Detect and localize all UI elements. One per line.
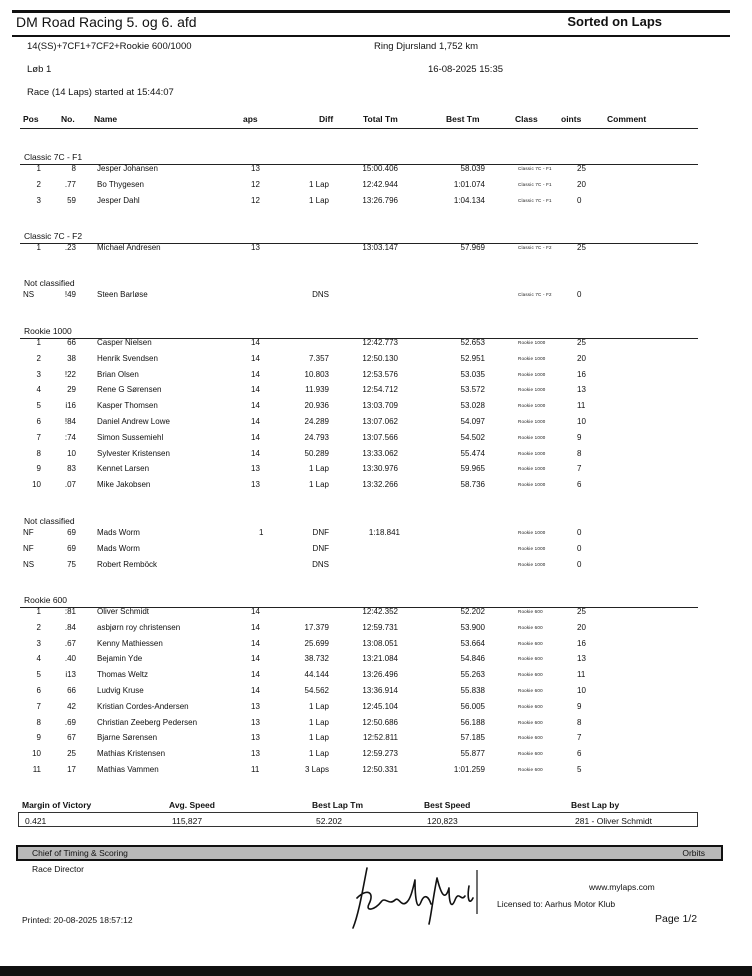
row-class: Rookie 600 bbox=[518, 719, 543, 725]
row-laps: 14 bbox=[251, 417, 260, 426]
margin-value: 0.421 bbox=[25, 816, 47, 826]
row-number: i16 bbox=[65, 401, 76, 411]
row-class: Classic 7C - F1 bbox=[518, 197, 552, 203]
row-number: 29 bbox=[67, 385, 76, 395]
row-points: 7 bbox=[577, 733, 582, 743]
row-best-time: 56.188 bbox=[460, 717, 485, 727]
row-rider-name: asbjørn roy christensen bbox=[97, 622, 181, 632]
row-total-time: 13:32.266 bbox=[362, 480, 398, 490]
row-number: .07 bbox=[64, 480, 76, 490]
row-rider-name: Mads Worm bbox=[97, 528, 140, 537]
row-diff: 24.793 bbox=[304, 432, 329, 442]
row-class: Rookie 600 bbox=[518, 767, 543, 772]
row-pos: 4 bbox=[36, 654, 41, 664]
row-total-time: 12:50.686 bbox=[362, 717, 398, 727]
race-classes: 14(SS)+7CF1+7CF2+Rookie 600/1000 bbox=[27, 41, 192, 52]
row-laps: 14 bbox=[251, 686, 260, 695]
sort-label: Sorted on Laps bbox=[567, 14, 662, 29]
row-best-time: 1:04.134 bbox=[453, 195, 485, 205]
row-pos: NS bbox=[23, 559, 35, 569]
row-diff: DNF bbox=[312, 543, 329, 553]
row-rider-name: Ludvig Kruse bbox=[97, 686, 144, 695]
row-class: Classic 7C - F2 bbox=[518, 245, 552, 250]
row-number: 69 bbox=[67, 528, 76, 537]
row-pos: 2 bbox=[36, 353, 41, 363]
row-pos: 9 bbox=[36, 464, 41, 474]
row-diff: 7.357 bbox=[308, 353, 329, 363]
bestby-label: Best Lap by bbox=[571, 800, 620, 810]
bestspeed-label: Best Speed bbox=[424, 800, 471, 810]
row-points: 10 bbox=[577, 417, 586, 426]
bestspeed-value: 120,823 bbox=[427, 816, 458, 826]
row-diff: 1 Lap bbox=[308, 733, 329, 743]
row-laps: 14 bbox=[251, 670, 260, 680]
row-pos: 1 bbox=[36, 164, 41, 173]
row-rider-name: Kristian Cordes-Andersen bbox=[97, 701, 189, 711]
row-rider-name: Bjarne Sørensen bbox=[97, 733, 158, 743]
row-best-time: 53.572 bbox=[460, 385, 485, 395]
row-class: Rookie 600 bbox=[518, 672, 543, 678]
row-pos: 6 bbox=[36, 417, 41, 426]
row-total-time: 13:21.084 bbox=[362, 654, 398, 664]
row-total-time: 12:50.130 bbox=[362, 353, 398, 363]
row-class: Rookie 600 bbox=[518, 624, 543, 630]
row-number: 38 bbox=[67, 353, 76, 363]
row-class: Rookie 1000 bbox=[518, 403, 546, 409]
row-best-time: 52.202 bbox=[460, 607, 485, 616]
row-best-time: 54.846 bbox=[460, 654, 485, 664]
row-rider-name: Jesper Johansen bbox=[97, 164, 158, 173]
row-best-time: 1:01.074 bbox=[453, 179, 485, 189]
row-diff: 38.732 bbox=[304, 654, 329, 664]
row-rider-name: Casper Nielsen bbox=[97, 338, 152, 347]
row-class: Rookie 1000 bbox=[518, 466, 546, 472]
row-class: Rookie 600 bbox=[518, 751, 543, 757]
row-best-time: 57.969 bbox=[460, 243, 485, 252]
row-class: Classic 7C - F2 bbox=[518, 292, 552, 297]
website: www.mylaps.com bbox=[589, 882, 655, 892]
row-points: 11 bbox=[577, 670, 586, 680]
row-total-time: 12:54.712 bbox=[362, 385, 398, 395]
row-laps: 13 bbox=[251, 701, 260, 711]
orbits-label: Orbits bbox=[682, 848, 705, 858]
row-laps: 14 bbox=[251, 385, 260, 395]
row-best-time: 55.838 bbox=[460, 686, 485, 695]
row-total-time: 12:42.352 bbox=[362, 607, 398, 616]
row-diff: 44.144 bbox=[304, 670, 329, 680]
row-best-time: 52.653 bbox=[460, 338, 485, 347]
row-number: .67 bbox=[64, 638, 76, 648]
row-points: 0 bbox=[577, 290, 582, 299]
row-points: 0 bbox=[577, 543, 582, 553]
row-pos: 5 bbox=[36, 401, 41, 411]
chief-label: Chief of Timing & Scoring bbox=[32, 848, 128, 858]
row-rider-name: Christian Zeeberg Pedersen bbox=[97, 717, 198, 727]
col-total: Total Tm bbox=[363, 114, 398, 124]
margin-label: Margin of Victory bbox=[22, 800, 92, 810]
row-best-time: 53.028 bbox=[460, 401, 485, 411]
row-pos: 5 bbox=[36, 670, 41, 680]
row-total-time: 13:30.976 bbox=[362, 464, 398, 474]
row-pos: 3 bbox=[36, 638, 41, 648]
row-pos: 6 bbox=[36, 686, 41, 695]
row-total-time: 13:33.062 bbox=[362, 448, 398, 458]
row-pos: 1 bbox=[36, 338, 41, 347]
row-best-time: 56.005 bbox=[460, 701, 485, 711]
row-diff: 1 Lap bbox=[308, 464, 329, 474]
bestlap-value: 52.202 bbox=[316, 816, 342, 826]
row-number: .69 bbox=[64, 717, 76, 727]
row-points: 13 bbox=[577, 385, 586, 395]
row-diff: 1 Lap bbox=[308, 701, 329, 711]
row-pos: 3 bbox=[36, 369, 41, 379]
row-best-time: 59.965 bbox=[460, 464, 485, 474]
row-laps: 14 bbox=[251, 369, 260, 379]
row-pos: 2 bbox=[36, 622, 41, 632]
row-points: 13 bbox=[577, 654, 586, 664]
row-class: Rookie 1000 bbox=[518, 419, 546, 424]
row-best-time: 55.877 bbox=[460, 749, 485, 759]
row-laps: 14 bbox=[251, 432, 260, 442]
row-diff: 11.939 bbox=[305, 385, 329, 395]
row-total-time: 13:08.051 bbox=[362, 638, 398, 648]
row-pos: 2 bbox=[36, 179, 41, 189]
row-diff: 3 Laps bbox=[304, 765, 329, 774]
row-rider-name: Henrik Svendsen bbox=[97, 353, 158, 363]
row-diff: 10.803 bbox=[304, 369, 329, 379]
row-rider-name: Thomas Weltz bbox=[97, 670, 148, 680]
row-class: Rookie 1000 bbox=[518, 340, 546, 345]
row-best-time: 54.502 bbox=[460, 432, 485, 442]
row-rider-name: Robert Remböck bbox=[97, 559, 158, 569]
row-number: !84 bbox=[64, 417, 76, 426]
row-class: Rookie 600 bbox=[518, 735, 543, 741]
row-diff: DNS bbox=[312, 559, 329, 569]
row-number: 83 bbox=[67, 464, 76, 474]
row-rider-name: Bo Thygesen bbox=[97, 179, 144, 189]
row-rider-name: Mike Jakobsen bbox=[97, 480, 151, 490]
row-class: Classic 7C - F1 bbox=[518, 181, 552, 187]
row-pos: 11 bbox=[32, 765, 41, 774]
group-title: Not classified bbox=[24, 516, 75, 526]
row-laps: 1 bbox=[259, 528, 264, 537]
row-total-time: 12:45.104 bbox=[362, 701, 398, 711]
col-class: Class bbox=[515, 114, 538, 124]
row-best-time: 55.263 bbox=[460, 670, 485, 680]
race-datetime: 16-08-2025 15:35 bbox=[428, 64, 504, 75]
row-diff: 20.936 bbox=[304, 401, 329, 411]
row-laps: 11 bbox=[251, 765, 260, 774]
row-total-time: 12:42.773 bbox=[362, 338, 398, 347]
row-pos: 8 bbox=[36, 448, 41, 458]
row-best-time: 53.035 bbox=[460, 369, 485, 379]
row-rider-name: Mads Worm bbox=[97, 543, 140, 553]
row-total-time: 1:18.841 bbox=[368, 528, 400, 537]
row-total-time: 12:52.811 bbox=[363, 733, 398, 743]
row-diff: 50.289 bbox=[304, 448, 329, 458]
row-points: 25 bbox=[577, 607, 586, 616]
row-diff: 1 Lap bbox=[308, 195, 329, 205]
row-number: !49 bbox=[64, 290, 76, 299]
row-total-time: 13:36.914 bbox=[362, 686, 398, 695]
row-rider-name: Simon Sussemiehl bbox=[97, 432, 164, 442]
race-director: Race Director bbox=[32, 864, 84, 874]
row-points: 20 bbox=[577, 179, 586, 189]
bottom-band bbox=[0, 966, 752, 976]
row-rider-name: Kennet Larsen bbox=[97, 464, 150, 474]
row-laps: 13 bbox=[251, 464, 260, 474]
row-pos: 7 bbox=[36, 432, 41, 442]
row-best-time: 52.951 bbox=[460, 353, 485, 363]
col-name: Name bbox=[94, 114, 118, 124]
row-rider-name: Kenny Mathiessen bbox=[97, 638, 163, 648]
printed-time: Printed: 20-08-2025 18:57:12 bbox=[22, 915, 133, 925]
row-rider-name: Bejamin Yde bbox=[97, 654, 143, 664]
row-number: 66 bbox=[67, 338, 76, 347]
row-number: .40 bbox=[64, 654, 76, 664]
row-pos: 1 bbox=[36, 607, 41, 616]
row-total-time: 12:53.576 bbox=[362, 369, 398, 379]
row-total-time: 13:03.709 bbox=[362, 401, 398, 411]
row-class: Rookie 1000 bbox=[518, 561, 546, 567]
row-class: Rookie 1000 bbox=[518, 530, 546, 535]
row-rider-name: Kasper Thomsen bbox=[97, 401, 158, 411]
row-class: Rookie 600 bbox=[518, 703, 543, 709]
row-best-time: 54.097 bbox=[460, 417, 485, 426]
row-number: 67 bbox=[67, 733, 76, 743]
row-laps: 13 bbox=[251, 733, 260, 743]
licensed-to: Licensed to: Aarhus Motor Klub bbox=[497, 899, 616, 909]
row-total-time: 13:07.566 bbox=[362, 432, 398, 442]
bestlap-label: Best Lap Tm bbox=[312, 800, 364, 810]
row-laps: 14 bbox=[251, 638, 260, 648]
group-title: Rookie 600 bbox=[24, 595, 68, 605]
row-rider-name: Mathias Kristensen bbox=[97, 749, 166, 759]
row-best-time: 58.736 bbox=[460, 480, 485, 490]
row-best-time: 58.039 bbox=[460, 164, 485, 173]
row-number: !22 bbox=[64, 369, 76, 379]
row-class: Rookie 1000 bbox=[518, 387, 546, 393]
row-number: .84 bbox=[64, 622, 76, 632]
row-number: i13 bbox=[65, 670, 76, 680]
row-laps: 13 bbox=[251, 480, 260, 490]
page-number: Page 1/2 bbox=[655, 913, 698, 925]
row-points: 0 bbox=[577, 528, 582, 537]
row-laps: 14 bbox=[251, 353, 260, 363]
col-diff: Diff bbox=[319, 114, 334, 124]
col-no: No. bbox=[61, 114, 75, 124]
row-class: Rookie 600 bbox=[518, 688, 543, 693]
row-laps: 14 bbox=[251, 654, 260, 664]
row-class: Rookie 1000 bbox=[518, 355, 546, 361]
row-laps: 14 bbox=[251, 622, 260, 632]
row-number: 66 bbox=[67, 686, 76, 695]
row-laps: 12 bbox=[251, 179, 260, 189]
row-number: :74 bbox=[64, 432, 76, 442]
group-title: Classic 7C - F2 bbox=[24, 231, 83, 241]
row-laps: 13 bbox=[251, 717, 260, 727]
row-total-time: 12:42.944 bbox=[362, 179, 398, 189]
row-number: 42 bbox=[67, 701, 76, 711]
row-diff: DNF bbox=[312, 528, 329, 537]
row-best-time: 53.900 bbox=[460, 622, 485, 632]
row-laps: 14 bbox=[251, 401, 260, 411]
row-points: 8 bbox=[577, 717, 582, 727]
row-pos: NS bbox=[23, 290, 35, 299]
group-title: Classic 7C - F1 bbox=[24, 152, 83, 162]
row-points: 9 bbox=[577, 701, 582, 711]
row-best-time: 55.474 bbox=[460, 448, 485, 458]
row-points: 16 bbox=[577, 369, 586, 379]
row-class: Classic 7C - F1 bbox=[518, 166, 552, 171]
row-pos: 4 bbox=[36, 385, 41, 395]
row-class: Rookie 1000 bbox=[518, 545, 546, 551]
row-points: 20 bbox=[577, 353, 586, 363]
group-title: Rookie 1000 bbox=[24, 326, 72, 336]
col-comment: Comment bbox=[607, 114, 647, 124]
row-points: 0 bbox=[577, 195, 582, 205]
row-points: 25 bbox=[577, 243, 586, 252]
row-pos: 1 bbox=[36, 243, 41, 252]
row-laps: 14 bbox=[251, 448, 260, 458]
row-number: 17 bbox=[67, 765, 76, 774]
row-diff: 54.562 bbox=[304, 686, 329, 695]
row-points: 25 bbox=[577, 164, 586, 173]
row-number: 8 bbox=[71, 164, 76, 173]
row-class: Rookie 1000 bbox=[518, 434, 546, 440]
row-class: Rookie 600 bbox=[518, 609, 543, 614]
row-rider-name: Steen Barløse bbox=[97, 290, 148, 299]
col-points: oints bbox=[561, 114, 582, 124]
row-number: 75 bbox=[67, 559, 76, 569]
row-diff: 1 Lap bbox=[308, 717, 329, 727]
row-best-time: 53.664 bbox=[460, 638, 485, 648]
row-pos: 3 bbox=[36, 195, 41, 205]
speed-value: 115,827 bbox=[172, 816, 203, 826]
row-rider-name: Brian Olsen bbox=[97, 369, 139, 379]
row-total-time: 12:50.331 bbox=[362, 765, 398, 774]
row-total-time: 13:03.147 bbox=[362, 243, 398, 252]
row-number: .77 bbox=[64, 179, 76, 189]
row-pos: NF bbox=[23, 543, 34, 553]
row-points: 0 bbox=[577, 559, 582, 569]
row-diff: 24.289 bbox=[304, 417, 329, 426]
row-points: 8 bbox=[577, 448, 582, 458]
signature bbox=[345, 858, 485, 938]
row-class: Rookie 1000 bbox=[518, 482, 546, 488]
row-rider-name: Sylvester Kristensen bbox=[97, 448, 170, 458]
row-rider-name: Michael Andresen bbox=[97, 243, 161, 252]
col-pos: Pos bbox=[23, 114, 39, 124]
row-diff: 17.379 bbox=[304, 622, 329, 632]
track-name: Ring Djursland 1,752 km bbox=[374, 41, 479, 52]
col-laps: aps bbox=[243, 114, 258, 124]
speed-label: Avg. Speed bbox=[169, 800, 215, 810]
row-class: Rookie 600 bbox=[518, 656, 543, 662]
row-laps: 14 bbox=[251, 607, 260, 616]
row-rider-name: Daniel Andrew Lowe bbox=[97, 417, 170, 426]
row-number: 69 bbox=[67, 543, 76, 553]
event-title: DM Road Racing 5. og 6. afd bbox=[16, 14, 197, 30]
row-class: Rookie 1000 bbox=[518, 371, 546, 377]
row-diff: 1 Lap bbox=[308, 749, 329, 759]
bestby-value: 281 - Oliver Schmidt bbox=[575, 816, 652, 826]
row-rider-name: Rene G Sørensen bbox=[97, 385, 162, 395]
row-points: 16 bbox=[577, 638, 586, 648]
row-best-time: 1:01.259 bbox=[453, 765, 485, 774]
row-points: 9 bbox=[577, 432, 582, 442]
row-best-time: 57.185 bbox=[460, 733, 485, 743]
row-class: Rookie 1000 bbox=[518, 450, 546, 456]
group-title: Not classified bbox=[24, 278, 75, 288]
row-diff: 25.699 bbox=[304, 638, 329, 648]
row-points: 20 bbox=[577, 622, 586, 632]
row-pos: NF bbox=[23, 528, 34, 537]
col-best: Best Tm bbox=[446, 114, 480, 124]
row-laps: 13 bbox=[251, 164, 260, 173]
row-total-time: 12:59.731 bbox=[362, 622, 398, 632]
row-points: 7 bbox=[577, 464, 582, 474]
row-rider-name: Jesper Dahl bbox=[97, 195, 140, 205]
race-info: Race (14 Laps) started at 15:44:07 bbox=[27, 87, 174, 98]
row-laps: 13 bbox=[251, 243, 260, 252]
row-diff: DNS bbox=[312, 290, 329, 299]
row-rider-name: Mathias Vammen bbox=[97, 765, 159, 774]
row-points: 10 bbox=[577, 686, 586, 695]
row-total-time: 13:26.496 bbox=[362, 670, 398, 680]
row-pos: 9 bbox=[36, 733, 41, 743]
row-number: 10 bbox=[67, 448, 76, 458]
row-total-time: 15:00.406 bbox=[362, 164, 398, 173]
row-pos: 8 bbox=[36, 717, 41, 727]
row-total-time: 12:59.273 bbox=[362, 749, 398, 759]
row-number: .23 bbox=[64, 243, 76, 252]
row-diff: 1 Lap bbox=[308, 480, 329, 490]
row-pos: 10 bbox=[32, 749, 41, 759]
row-pos: 7 bbox=[36, 701, 41, 711]
row-laps: 13 bbox=[251, 749, 260, 759]
row-class: Rookie 600 bbox=[518, 640, 543, 646]
row-laps: 12 bbox=[251, 195, 260, 205]
row-number: 25 bbox=[67, 749, 76, 759]
row-points: 6 bbox=[577, 749, 582, 759]
row-points: 25 bbox=[577, 338, 586, 347]
row-points: 11 bbox=[577, 401, 586, 411]
row-total-time: 13:26.796 bbox=[362, 195, 398, 205]
row-diff: 1 Lap bbox=[308, 179, 329, 189]
row-laps: 14 bbox=[251, 338, 260, 347]
row-rider-name: Oliver Schmidt bbox=[97, 607, 150, 616]
row-number: 59 bbox=[67, 195, 76, 205]
row-number: :81 bbox=[64, 607, 76, 616]
row-points: 6 bbox=[577, 480, 582, 490]
row-pos: 10 bbox=[32, 480, 41, 490]
row-total-time: 13:07.062 bbox=[362, 417, 398, 426]
run-label: Løb 1 bbox=[27, 64, 52, 75]
row-points: 5 bbox=[577, 765, 582, 774]
